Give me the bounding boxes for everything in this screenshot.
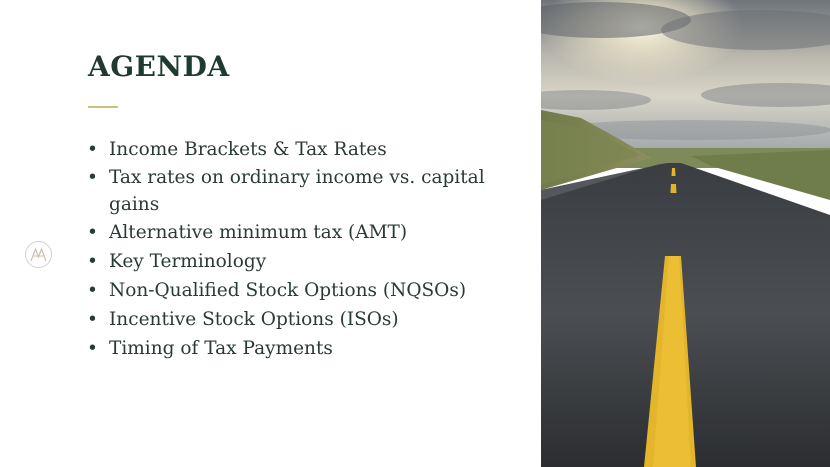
bullet-icon: • (87, 251, 98, 272)
agenda-item (87, 305, 527, 334)
agenda-item (87, 276, 527, 305)
agenda-list (87, 135, 527, 363)
monogram-logo-icon (25, 241, 52, 268)
bullet-icon: • (87, 280, 98, 301)
bullet-icon: • (87, 167, 98, 188)
bullet-icon: • (87, 338, 98, 359)
agenda-item-text: Income Brackets & Tax Rates (109, 139, 387, 160)
slide-title: AGENDA (88, 50, 230, 83)
agenda-item (87, 164, 527, 218)
agenda-item-text: Alternative minimum tax (AMT) (109, 222, 408, 243)
bullet-icon: • (87, 309, 98, 330)
bullet-icon: • (87, 139, 98, 160)
agenda-item-text: Key Terminology (109, 251, 267, 272)
title-accent-rule (88, 106, 118, 108)
agenda-item (87, 218, 527, 247)
bullet-icon: • (87, 222, 98, 243)
agenda-item (87, 135, 527, 164)
agenda-item-text: Timing of Tax Payments (109, 338, 333, 359)
agenda-item-text: Tax rates on ordinary income vs. capital gains (109, 167, 485, 215)
agenda-item (87, 334, 527, 363)
road-photo (541, 0, 830, 467)
agenda-item-text: Incentive Stock Options (ISOs) (109, 309, 399, 330)
agenda-item (87, 247, 527, 276)
agenda-item-text: Non-Qualified Stock Options (NQSOs) (109, 280, 467, 301)
